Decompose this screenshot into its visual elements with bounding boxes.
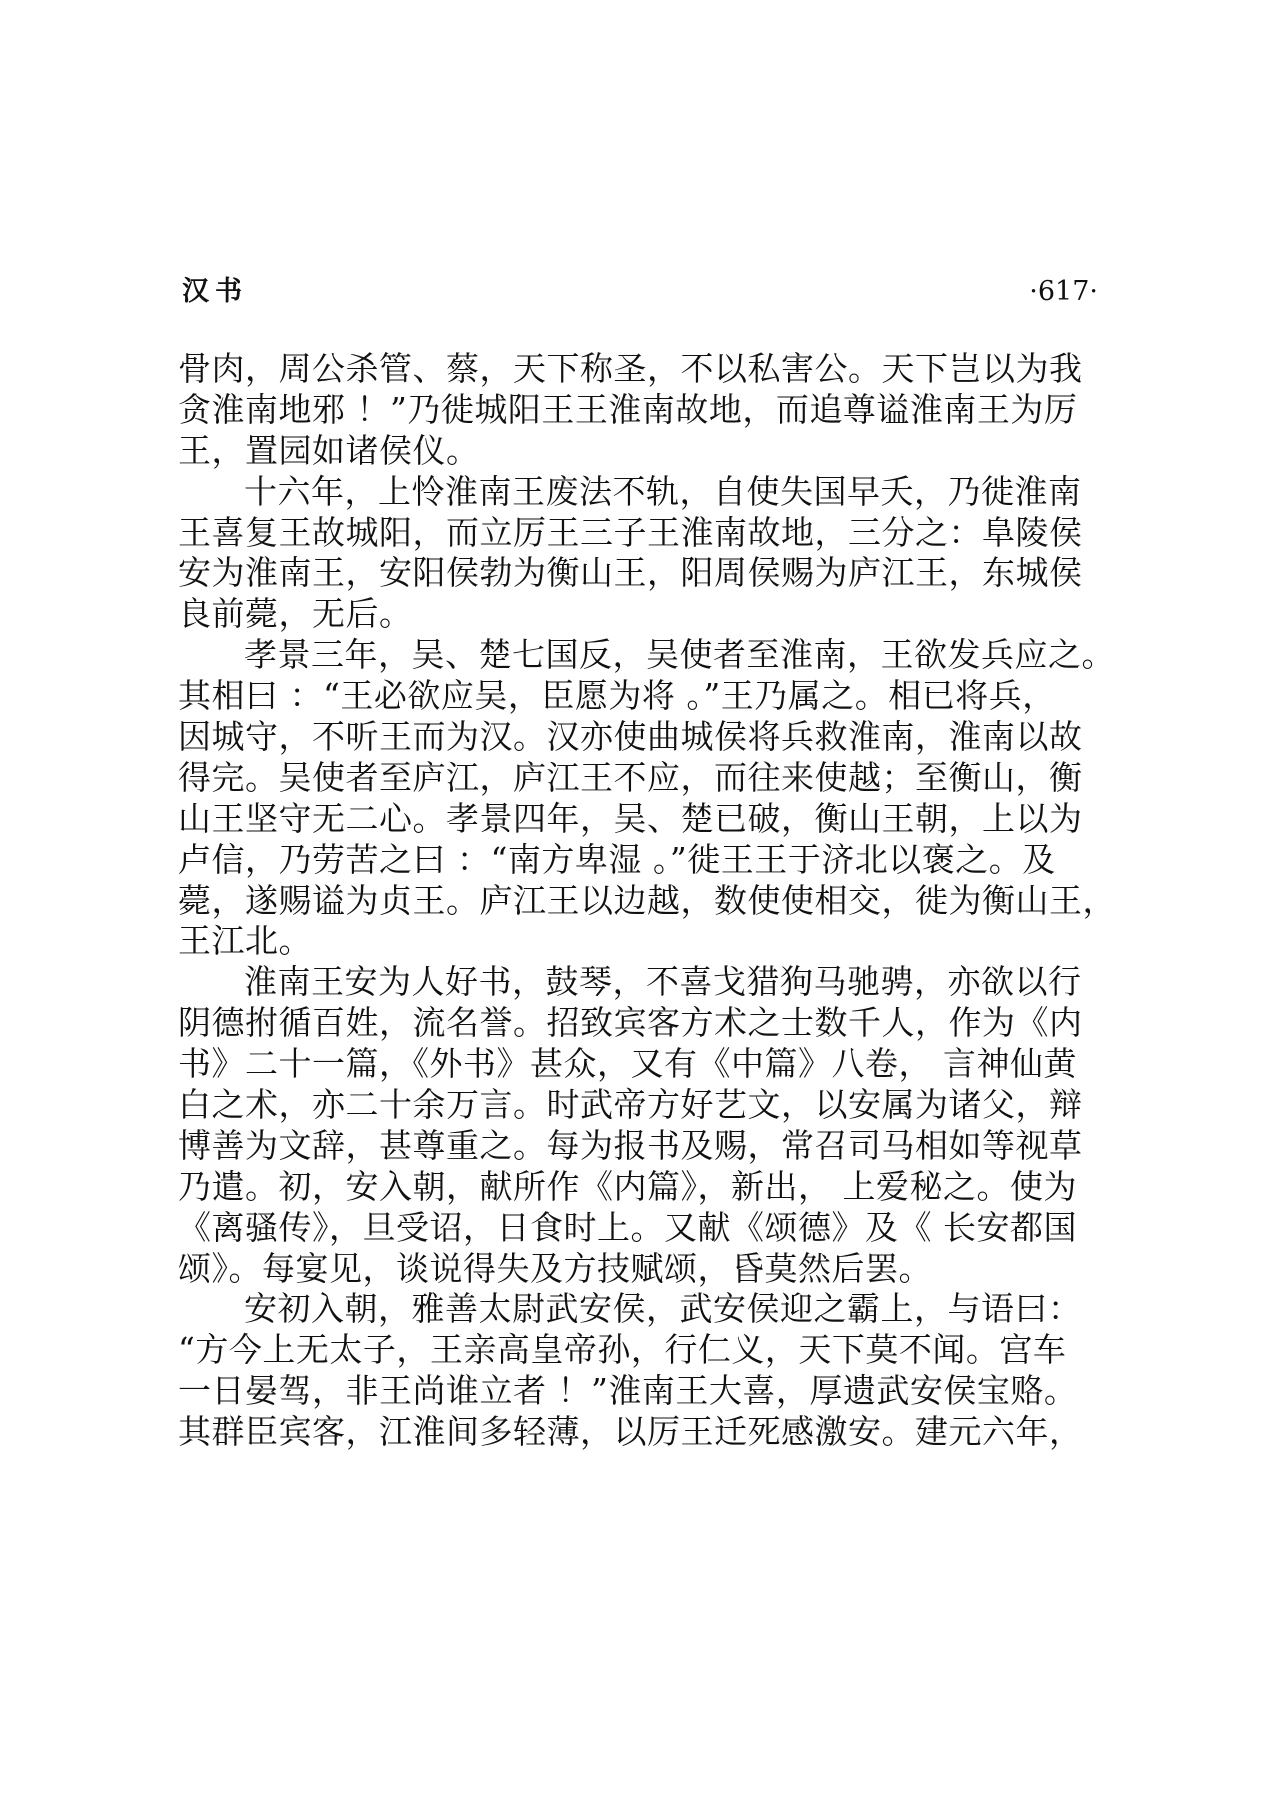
text-line: 书》二十一篇，《外书》甚众，又有《中篇》八卷， 言神仙黄 [178, 1044, 1077, 1084]
text-line: 卢信，乃劳苦之曰 ：“南方卑湿 。”徙王王于济北以褒之。及 [178, 839, 1056, 879]
text-line: 薨，遂赐谥为贞王。庐江王以边越，数使使相交，徙为衡山王， [178, 880, 1116, 920]
text-line: 其相曰 ：“王必欲应吴，臣愿为将 。”王乃属之。相已将兵， [178, 676, 1056, 716]
text-line: 淮南王安为人好书，鼓琴，不喜戈猎狗马驰骋，亦欲以行 [244, 962, 1082, 1002]
page-header [178, 268, 1098, 316]
text-line: 十六年，上怜淮南王废法不轨，自使失国早夭，乃徙淮南 [244, 471, 1082, 511]
text-line: 王喜复王故城阳，而立厉王三子王淮南故地，三分之：阜陵侯 [178, 512, 1083, 552]
text-line: 贪淮南地邪 ！”乃徙城阳王王淮南故地，而追尊谥淮南王为厉 [178, 389, 1078, 429]
text-line: 其群臣宾客，江淮间多轻薄，以厉王迁死感激安。建元六年， [178, 1412, 1083, 1452]
text-line: 山王坚守无二心。孝景四年，吴、楚已破，衡山王朝，上以为 [178, 798, 1083, 838]
text-line: 良前薨，无后。 [178, 594, 413, 634]
body-text [178, 349, 1116, 1453]
page-number: ·617· [1029, 276, 1098, 307]
text-line: 颂》。每宴见，谈说得失及方技赋颂，昏莫然后罢。 [178, 1248, 932, 1288]
text-line: 王，置园如诸侯仪。 [178, 430, 480, 470]
text-line: “方今上无太子，王亲高皇帝孙，行仁义，天下莫不闻。宫车 [178, 1330, 1067, 1370]
text-line: 乃遣。初，安入朝，献所作《内篇》，新出， 上爱秘之。使为 [178, 1166, 1077, 1206]
text-line: 孝景三年，吴、楚七国反，吴使者至淮南，王欲发兵应之。 [244, 635, 1115, 675]
text-line: 王江北。 [178, 921, 312, 961]
text-line: 因城守，不听王而为汉。汉亦使曲城侯将兵救淮南，淮南以故 [178, 717, 1083, 757]
text-line: 《离骚传》，旦受诏，日食时上。又献《颂德》及《 长安都国 [178, 1207, 1077, 1247]
text-line: 安为淮南王，安阳侯勃为衡山王，阳周侯赐为庐江王，东城侯 [178, 553, 1083, 593]
book-title: 汉书 [182, 276, 248, 307]
text-line: 博善为文辞，甚尊重之。每为报书及赐，常召司马相如等视草 [178, 1125, 1083, 1165]
text-line: 得完。吴使者至庐江，庐江王不应，而往来使越；至衡山，衡 [178, 757, 1083, 797]
text-line: 安初入朝，雅善太尉武安侯，武安侯迎之霸上，与语曰： [244, 1289, 1082, 1329]
text-line: 一日晏驾，非王尚谁立者 ！”淮南王大喜，厚遗武安侯宝赂。 [178, 1371, 1078, 1411]
text-line: 白之术，亦二十余万言。时武帝方好艺文，以安属为诸父，辩 [178, 1085, 1083, 1125]
text-line: 阴德拊循百姓，流名誉。招致宾客方术之士数千人，作为《内 [178, 1003, 1083, 1043]
text-line: 骨肉，周公杀管、蔡，天下称圣，不以私害公。天下岂以为我 [178, 349, 1083, 388]
